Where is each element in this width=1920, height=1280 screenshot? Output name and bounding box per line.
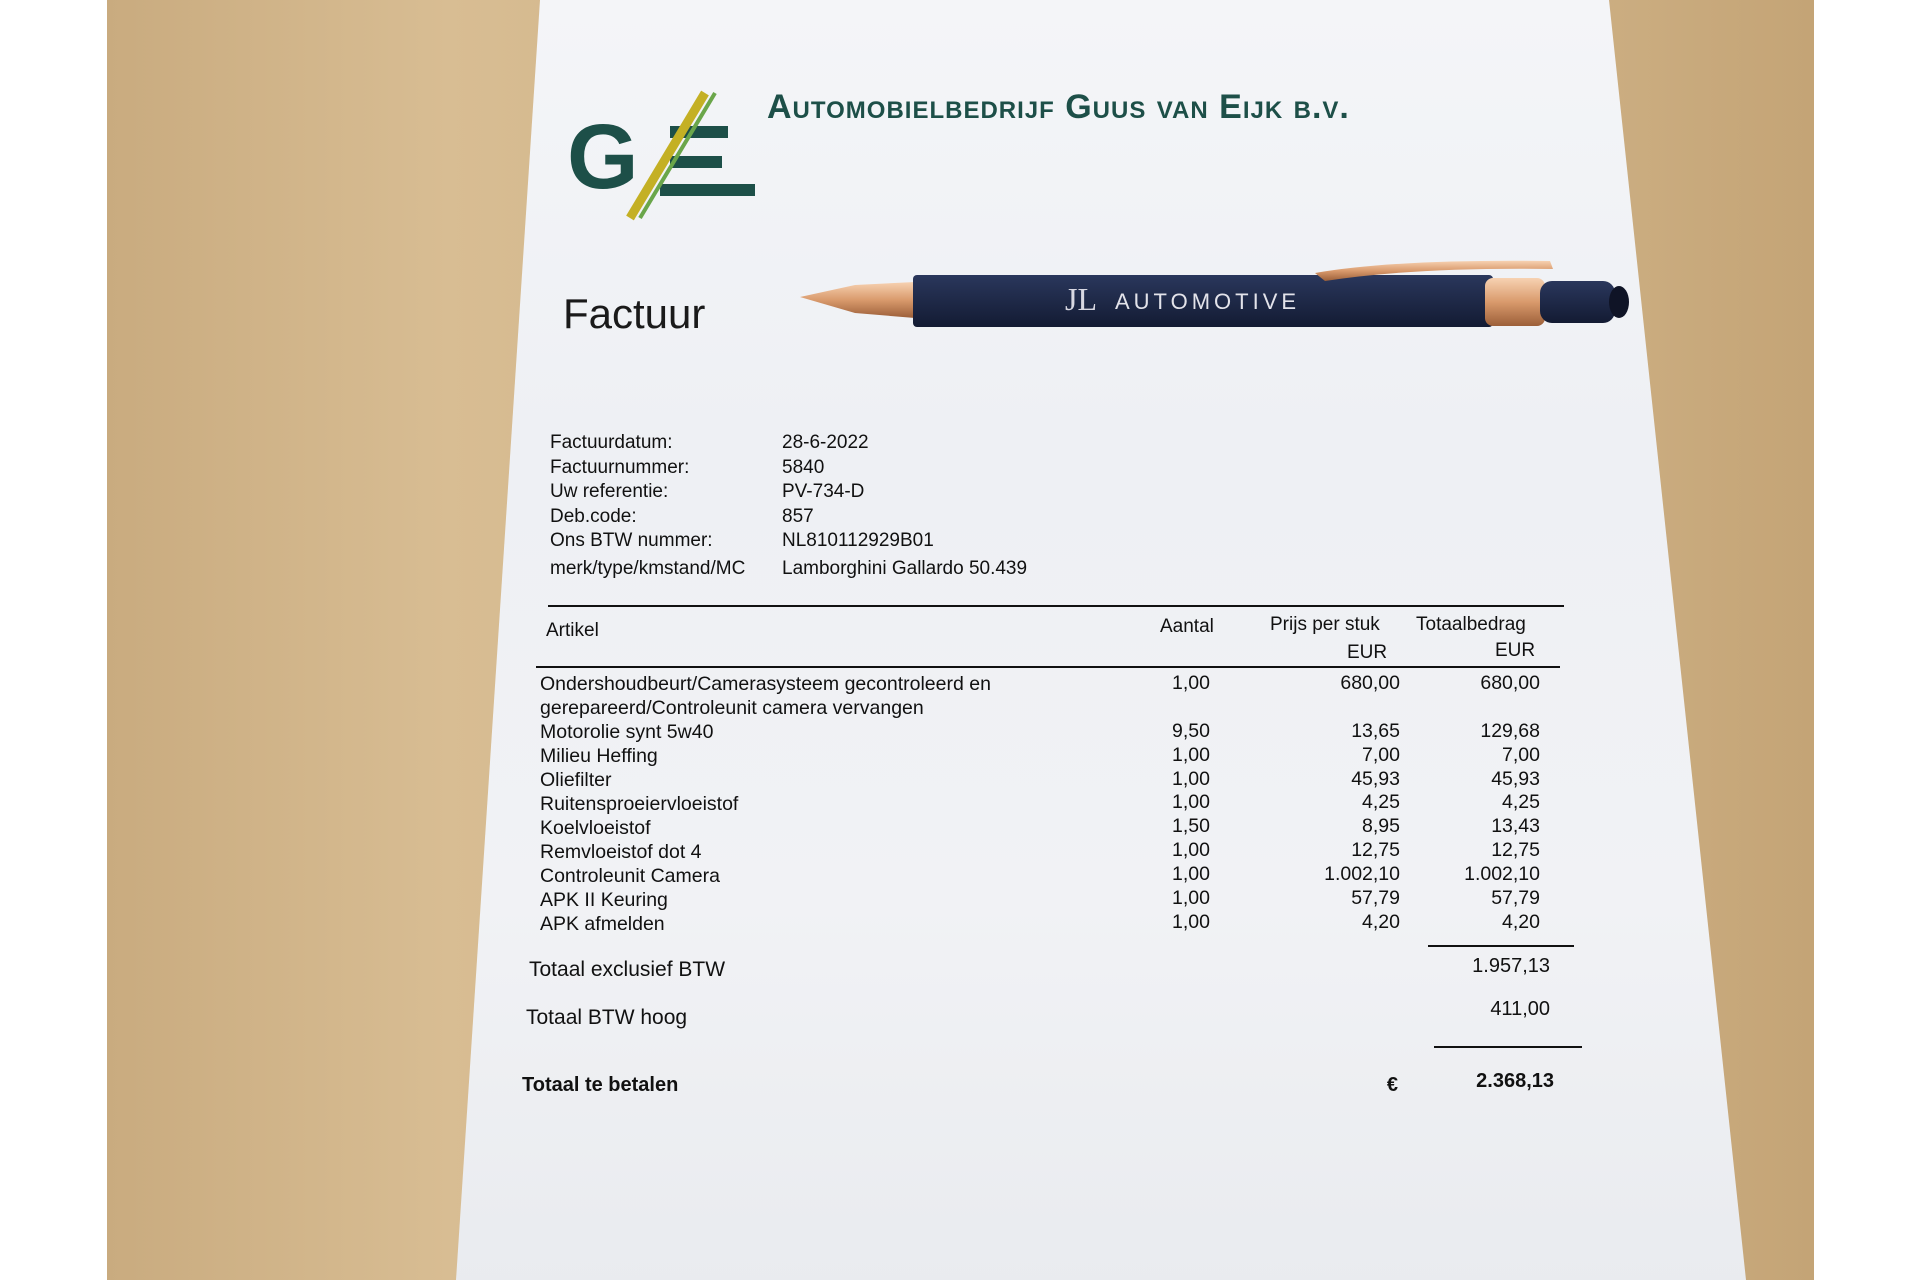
pen-brand-text: AUTOMOTIVE <box>1115 289 1301 314</box>
cell-prijs: 12,75 <box>1351 839 1400 862</box>
cell-prijs: 1.002,10 <box>1324 863 1400 886</box>
meta-value: 5840 <box>782 456 825 478</box>
cell-aantal: 1,00 <box>1172 791 1210 814</box>
company-name: Automobielbedrijf Guus van Eijk b.v. <box>767 88 1350 126</box>
cell-totaal: 4,20 <box>1502 910 1540 933</box>
cell-totaal: 12,75 <box>1491 839 1540 862</box>
gve-logo <box>565 88 755 223</box>
cell-aantal: 1,00 <box>1172 839 1210 862</box>
column-prijs <box>1270 672 1400 935</box>
meta-row <box>550 431 1027 456</box>
cell-prijs: 8,95 <box>1362 815 1400 838</box>
total-rule <box>1434 1046 1582 1048</box>
meta-row <box>550 505 1027 530</box>
cell-prijs: 13,65 <box>1351 719 1400 742</box>
header-prijs-unit: EUR <box>1347 642 1388 663</box>
total-btw-label: Totaal BTW hoog <box>526 1006 688 1029</box>
table-row: APK II Keuring <box>540 889 668 911</box>
table-row: Remvloeistof dot 4 <box>540 841 702 863</box>
cell-aantal: 1,00 <box>1172 767 1210 790</box>
pen-stylus <box>1609 286 1629 318</box>
cell-prijs: 4,25 <box>1362 791 1400 814</box>
meta-row <box>550 529 1027 554</box>
meta-label: Factuurnummer: <box>550 456 690 478</box>
table-row: Motorolie synt 5w40 <box>540 721 714 743</box>
document-title: Factuur <box>563 290 706 337</box>
logo-bar-bottom <box>660 184 755 196</box>
cell-totaal: 129,68 <box>1480 719 1540 742</box>
cell-prijs: 680,00 <box>1340 672 1400 694</box>
cell-aantal: 1,00 <box>1172 743 1210 766</box>
pen-cap <box>1540 281 1615 323</box>
meta-value: 28-6-2022 <box>782 432 869 453</box>
header-prijs: Prijs per stuk <box>1270 614 1380 635</box>
logo-slash-accent <box>640 93 715 218</box>
meta-value: Lamborghini Gallardo 50.439 <box>782 557 1028 579</box>
cell-aantal: 9,50 <box>1172 719 1210 742</box>
cell-aantal: 1,00 <box>1172 887 1210 910</box>
header-artikel: Artikel <box>546 620 599 641</box>
meta-label: Ons BTW nummer: <box>550 530 713 551</box>
cell-totaal <box>1410 696 1540 720</box>
subtotal-rule <box>1428 945 1574 947</box>
table-row: APK afmelden <box>540 913 665 935</box>
table-row: gerepareerd/Controleunit camera vervangen <box>540 697 924 719</box>
pen-monogram: JL <box>1065 281 1097 317</box>
total-excl-label: Totaal exclusief BTW <box>529 958 726 981</box>
cell-aantal: 1,00 <box>1172 672 1210 694</box>
table-row: Ondershoudbeurt/Camerasysteem gecontroleerd en <box>540 673 991 695</box>
meta-label: Factuurdatum: <box>550 432 673 453</box>
cell-aantal: 1,00 <box>1172 863 1210 886</box>
total-pay-value: 2.368,13 <box>1476 1070 1554 1092</box>
meta-label: Uw referentie: <box>550 481 669 502</box>
cell-prijs: 7,00 <box>1362 743 1400 766</box>
wooden-desk-photo <box>107 0 1814 1280</box>
cell-totaal: 4,25 <box>1502 791 1540 814</box>
cell-totaal: 1.002,10 <box>1464 863 1540 886</box>
table-row: Controleunit Camera <box>540 865 720 887</box>
header-totaal-unit: EUR <box>1495 640 1536 661</box>
table-row: Ruitensproeiervloeistof <box>540 793 739 815</box>
table-top-rule <box>548 605 1564 607</box>
meta-value: NL810112929B01 <box>782 530 934 551</box>
cell-totaal: 45,93 <box>1491 767 1540 790</box>
cell-prijs: 45,93 <box>1351 767 1400 790</box>
column-artikel <box>540 672 991 936</box>
cell-totaal: 13,43 <box>1491 815 1540 838</box>
cell-totaal: 680,00 <box>1480 672 1540 694</box>
pen-tip <box>800 282 915 318</box>
pen <box>795 255 1635 345</box>
meta-label: Deb.code: <box>550 505 637 527</box>
total-pay-label: Totaal te betalen <box>522 1074 679 1096</box>
header-totaal: Totaalbedrag <box>1416 614 1526 635</box>
meta-label: merk/type/kmstand/MC <box>550 557 746 579</box>
cell-prijs <box>1270 696 1400 720</box>
table-row: Milieu Heffing <box>540 745 658 767</box>
logo-slash <box>630 93 705 218</box>
cell-totaal: 57,79 <box>1491 887 1540 910</box>
header-aantal: Aantal <box>1160 616 1214 637</box>
meta-row <box>550 456 1027 481</box>
cell-aantal: 1,00 <box>1172 910 1210 933</box>
invoice-meta <box>550 431 1027 581</box>
total-btw-value: 411,00 <box>1490 998 1550 1020</box>
cell-aantal: 1,50 <box>1172 815 1210 838</box>
currency-symbol: € <box>1386 1074 1398 1096</box>
total-excl-value: 1.957,13 <box>1472 955 1550 977</box>
cell-totaal: 7,00 <box>1502 743 1540 766</box>
column-totaal <box>1410 672 1540 935</box>
cell-aantal <box>1130 696 1210 720</box>
meta-row <box>550 480 1027 505</box>
meta-row <box>550 557 1027 582</box>
table-row: Oliefilter <box>540 769 612 791</box>
table-row: Koelvloeistof <box>540 817 651 839</box>
meta-value: 857 <box>782 505 814 527</box>
column-aantal <box>1130 672 1210 935</box>
pen-ring <box>1485 278 1545 326</box>
logo-g: G <box>567 106 639 208</box>
cell-prijs: 57,79 <box>1351 887 1400 910</box>
cell-prijs: 4,20 <box>1362 910 1400 933</box>
table-header-rule <box>536 666 1560 668</box>
meta-value: PV-734-D <box>782 481 865 502</box>
